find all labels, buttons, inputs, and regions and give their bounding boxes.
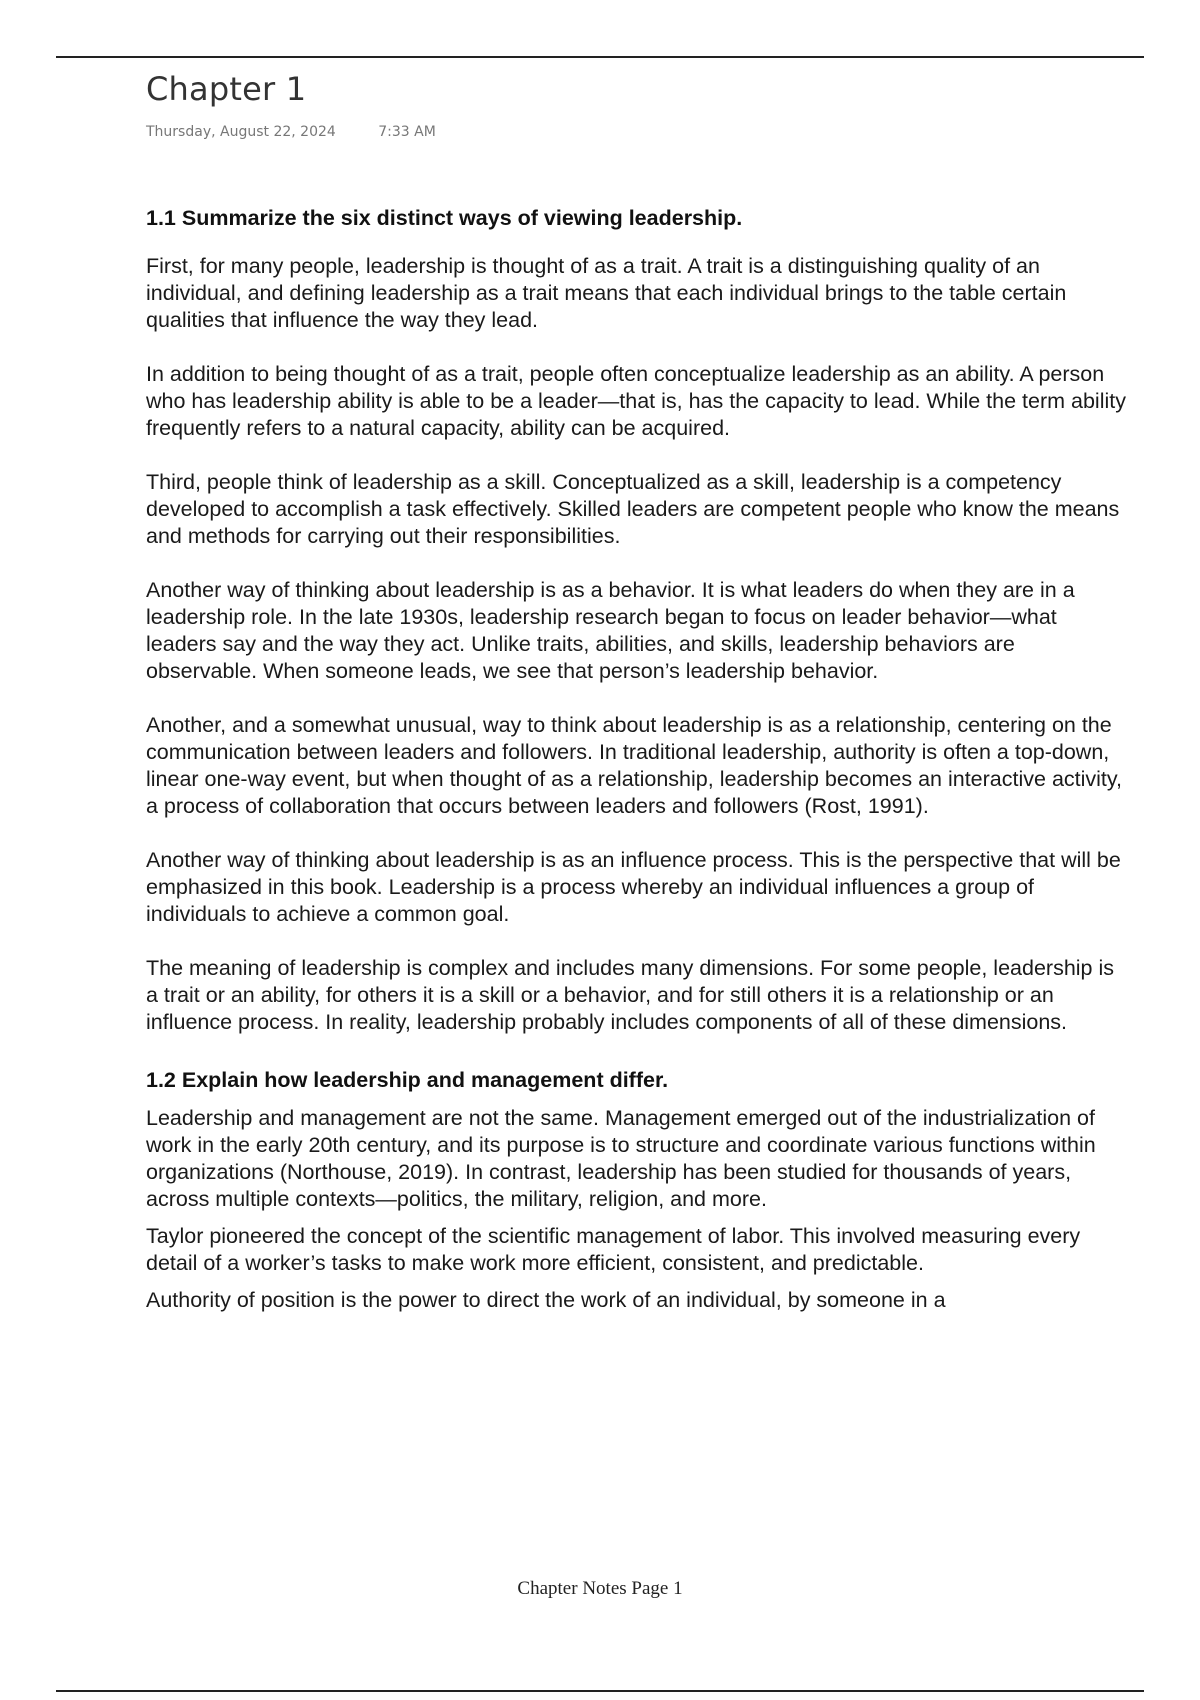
page-date: Thursday, August 22, 2024 <box>146 124 336 140</box>
paragraph: Another, and a somewhat unusual, way to think about leadership is as a relationship, centering on the communication between leaders and followers. In traditional leadership, authority is often a top-down, linear one-way event, but when thought of as a relationship, leadership becomes an interactive activity, a process of collaboration that occurs between leaders and followers (Rost, 1991). <box>146 713 1123 818</box>
paragraph: Another way of thinking about leadership is as an influence process. This is the perspective that will be emphasized in this book. Leadership is a process whereby an individual influences a group of individuals to achieve a common goal. <box>146 848 1121 926</box>
page-title: Chapter 1 <box>146 70 307 108</box>
top-rule <box>56 56 1144 58</box>
page-content <box>146 70 1126 1329</box>
paragraph: Another way of thinking about leadership is as a behavior. It is what leaders do when they are in a leadership role. In the late 1930s, leadership research began to focus on leader behavior—what leaders say and the way they act. Unlike traits, abilities, and skills, leadership behaviors are observable. When someone leads, we see that person’s leadership behavior. <box>146 578 1075 683</box>
page-meta <box>146 124 1126 140</box>
paragraph: Leadership and management are not the same. Management emerged out of the industrialization of work in the early 20th century, and its purpose is to structure and coordinate various functions within organizations (Northouse, 2019). In contrast, leadership has been studied for thousands of years, across multiple contexts—politics, the military, religion, and more. <box>146 1106 1096 1211</box>
bottom-rule <box>56 1690 1144 1692</box>
section-1 <box>146 206 1126 1036</box>
page-time: 7:33 AM <box>378 124 436 140</box>
section-2 <box>146 1068 1126 1319</box>
paragraph: In addition to being thought of as a trait, people often conceptualize leadership as an ability. A person who has leadership ability is able to be a leader—that is, has the capacity to lead. While the term ability frequently refers to a natural capacity, ability can be acquired. <box>146 362 1126 440</box>
paragraph-cut-off: Authority of position is the power to direct the work of an individual, by someone in a <box>146 1288 946 1312</box>
page-footer: Chapter Notes Page 1 <box>517 1578 683 1599</box>
section-heading: 1.1 Summarize the six distinct ways of viewing leadership. <box>146 206 743 230</box>
section-heading: 1.2 Explain how leadership and management differ. <box>146 1068 669 1092</box>
paragraph: The meaning of leadership is complex and includes many dimensions. For some people, leadership is a trait or an ability, for others it is a skill or a behavior, and for still others it is a relationship or an influence process. In reality, leadership probably includes components of all of these dimensions. <box>146 956 1115 1034</box>
paragraph: First, for many people, leadership is thought of as a trait. A trait is a distinguishing quality of an individual, and defining leadership as a trait means that each individual brings to the table certain qualities that influence the way they lead. <box>146 254 1067 332</box>
paragraph: Third, people think of leadership as a skill. Conceptualized as a skill, leadership is a competency developed to accomplish a task effectively. Skilled leaders are competent people who know the means and methods for carrying out their responsibilities. <box>146 470 1120 548</box>
paragraph: Taylor pioneered the concept of the scientific management of labor. This involved measuring every detail of a worker’s tasks to make work more efficient, consistent, and predictable. <box>146 1224 1081 1275</box>
